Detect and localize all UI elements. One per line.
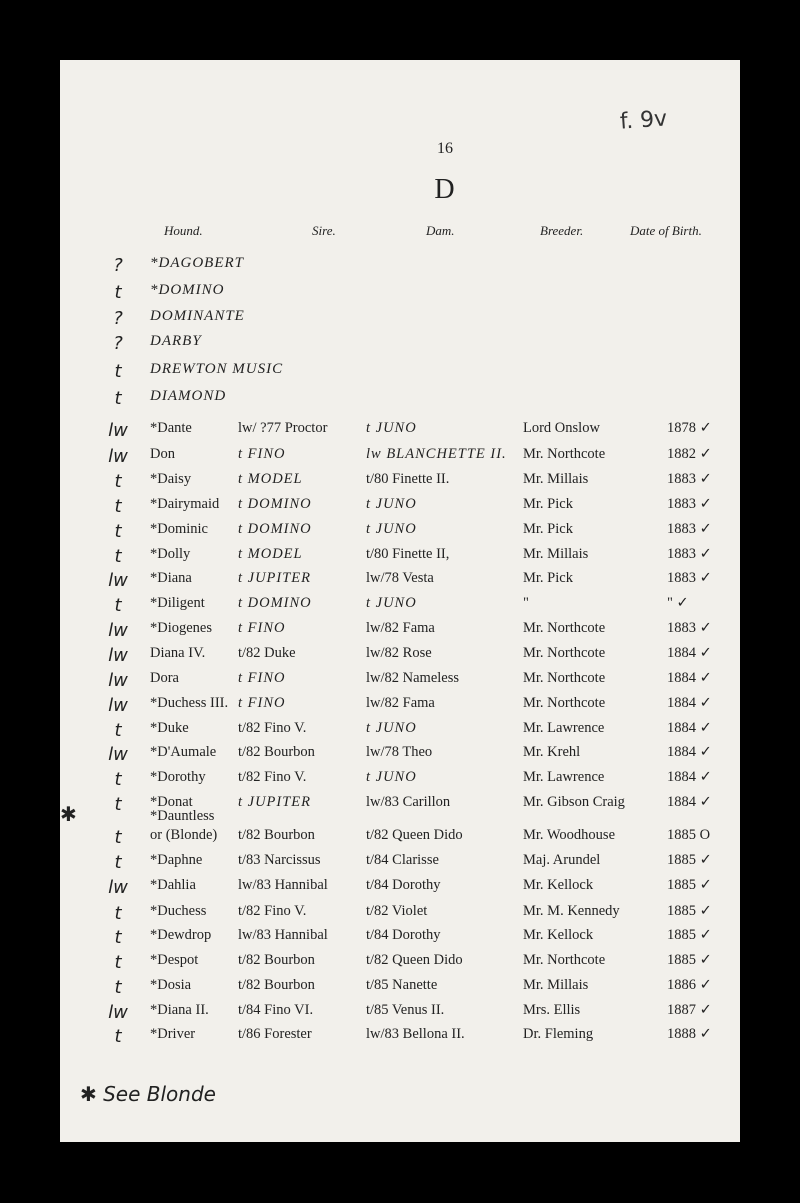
cell-sire: t/82 Bourbon [238, 952, 315, 968]
cell-sire: t MODEL [238, 471, 303, 487]
cell-mark: lw [108, 645, 128, 666]
cell-dob: 1884 ✓ [667, 794, 712, 810]
cell-sire: t/82 Fino V. [238, 769, 307, 785]
cell-sire: t/82 Bourbon [238, 827, 315, 843]
cell-dob: 1883 ✓ [667, 471, 712, 487]
table-row [60, 388, 740, 412]
cell-sire: t/82 Fino V. [238, 720, 307, 736]
cell-dob: 1883 ✓ [667, 620, 712, 636]
cell-dam: t/85 Venus II. [366, 1002, 445, 1018]
cell-hound: *D'Aumale [150, 744, 217, 760]
cell-sire: t/82 Duke [238, 645, 296, 661]
cell-sire: t FINO [238, 695, 286, 711]
cell-hound: *Dahlia [150, 877, 196, 893]
table-row [60, 1002, 740, 1026]
cell-dob: " ✓ [667, 595, 689, 611]
table-row [60, 282, 740, 306]
cell-breeder: Mr. Pick [523, 496, 573, 512]
cell-dob: 1885 ✓ [667, 927, 712, 943]
cell-breeder: Mr. Northcote [523, 952, 606, 968]
cell-dam: t/84 Dorothy [366, 877, 441, 893]
cell-breeder: Mr. Gibson Craig [523, 794, 625, 810]
cell-sire: t JUPITER [238, 794, 312, 810]
table-row [60, 521, 740, 545]
cell-dam: lw/82 Rose [366, 645, 432, 661]
cell-breeder: Mr. Kellock [523, 927, 594, 943]
cell-dob: 1884 ✓ [667, 769, 712, 785]
table-row [60, 645, 740, 669]
cell-mark: t [114, 1026, 122, 1047]
table-row [60, 496, 740, 520]
cell-dam: lw/82 Nameless [366, 670, 460, 686]
table-row [60, 361, 740, 385]
cell-breeder: Mr. Pick [523, 521, 573, 537]
document-page [60, 60, 740, 1142]
cell-mark: t [114, 977, 122, 998]
cell-hound: *Donat [150, 794, 193, 810]
cell-dob: 1888 ✓ [667, 1026, 712, 1042]
cell-hound: DIAMOND [150, 388, 227, 404]
cell-breeder: Mr. Woodhouse [523, 827, 616, 843]
cell-mark: lw [108, 570, 128, 591]
cell-dob: 1883 ✓ [667, 546, 712, 562]
cell-dob: 1878 ✓ [667, 420, 712, 436]
column-header-dob: Date of Birth. [630, 223, 702, 238]
cell-dob: 1884 ✓ [667, 720, 712, 736]
cell-mark: lw [108, 620, 128, 641]
cell-dam: lw/78 Vesta [366, 570, 434, 586]
cell-sire: t/82 Bourbon [238, 977, 315, 993]
cell-hound: Don [150, 446, 175, 462]
cell-breeder: Mr. Millais [523, 471, 589, 487]
table-row [60, 827, 740, 851]
cell-dam: lw/82 Fama [366, 695, 435, 711]
cell-breeder: Mr. Northcote [523, 620, 606, 636]
cell-mark: t [114, 927, 122, 948]
cell-breeder: Mr. Millais [523, 546, 589, 562]
cell-sire: t FINO [238, 446, 286, 462]
cell-mark: t [114, 720, 122, 741]
cell-mark: t [114, 903, 122, 924]
cell-hound: DARBY [150, 333, 202, 349]
cell-dam: lw/78 Theo [366, 744, 433, 760]
cell-hound: *Diana [150, 570, 192, 586]
cell-dam: t/82 Queen Dido [366, 952, 463, 968]
table-row [60, 769, 740, 793]
cell-dam: t JUNO [366, 521, 417, 537]
table-row [60, 927, 740, 951]
cell-mark: t [114, 827, 122, 848]
cell-hound: *Dosia [150, 977, 192, 993]
cell-mark: lw [108, 744, 128, 765]
table-row [60, 744, 740, 768]
cell-dam: t JUNO [366, 420, 417, 436]
cell-sire: t/82 Bourbon [238, 744, 315, 760]
section-letter: D [434, 174, 456, 205]
cell-mark: lw [108, 420, 128, 441]
cell-mark: lw [108, 670, 128, 691]
cell-mark: lw [108, 446, 128, 467]
cell-dob: 1887 ✓ [667, 1002, 712, 1018]
cell-hound: *Daisy [150, 471, 192, 487]
cell-mark: lw [108, 877, 128, 898]
cell-hound: *Despot [150, 952, 199, 968]
cell-dob: 1884 ✓ [667, 744, 712, 760]
table-row [60, 471, 740, 495]
cell-breeder: Mr. M. Kennedy [523, 903, 620, 919]
cell-sire: t DOMINO [238, 496, 312, 512]
table-row [60, 333, 740, 357]
table-row [60, 255, 740, 279]
cell-dam: t/82 Queen Dido [366, 827, 463, 843]
column-header-sire: Sire. [312, 223, 336, 238]
cell-breeder: Mr. Pick [523, 570, 573, 586]
cell-mark: ? [113, 255, 123, 276]
cell-sire: lw/83 Hannibal [238, 927, 328, 943]
cell-dob: 1883 ✓ [667, 521, 712, 537]
table-row [60, 903, 740, 927]
cell-hound: *Dominic [150, 521, 208, 537]
cell-hound: *Daphne [150, 852, 203, 868]
cell-hound: *Duchess [150, 903, 207, 919]
cell-breeder: Mrs. Ellis [523, 1002, 581, 1018]
table-row [60, 446, 740, 470]
cell-hound: DOMINANTE [150, 308, 245, 324]
cell-dam: lw/83 Carillon [366, 794, 451, 810]
cell-dob: 1884 ✓ [667, 645, 712, 661]
cell-sire: t DOMINO [238, 595, 312, 611]
cell-breeder: Lord Onslow [523, 420, 600, 436]
cell-hound: *Dewdrop [150, 927, 212, 943]
cell-hound: *DAGOBERT [150, 255, 244, 271]
cell-hound: *Diana II. [150, 1002, 209, 1018]
cell-dob: 1884 ✓ [667, 695, 712, 711]
cell-hound: *Diogenes [150, 620, 213, 636]
dauntless-prefix: *Dauntless [150, 808, 215, 824]
table-row [60, 695, 740, 719]
table-row [60, 952, 740, 976]
cell-sire: t JUPITER [238, 570, 312, 586]
table-row [60, 977, 740, 1001]
cell-sire: t DOMINO [238, 521, 312, 537]
table-row [60, 570, 740, 594]
cell-breeder: Mr. Northcote [523, 645, 606, 661]
cell-hound: DREWTON MUSIC [150, 361, 284, 377]
star-mark: ✱ [60, 802, 77, 826]
cell-mark: ? [113, 308, 123, 329]
cell-mark: t [114, 361, 122, 382]
cell-mark: t [114, 388, 122, 409]
cell-sire: t FINO [238, 620, 286, 636]
cell-mark: t [114, 496, 122, 517]
cell-hound: *Driver [150, 1026, 196, 1042]
table-row [60, 546, 740, 570]
cell-mark: t [114, 282, 122, 303]
cell-hound: *Dolly [150, 546, 191, 562]
cell-breeder: Mr. Millais [523, 977, 589, 993]
shelfmark: f. 9v [619, 106, 668, 135]
table-row [60, 852, 740, 876]
cell-hound: *Duke [150, 720, 189, 736]
column-header-dam: Dam. [426, 223, 455, 238]
cell-breeder: Mr. Lawrence [523, 769, 605, 785]
cell-mark: lw [108, 695, 128, 716]
page-number: 16 [437, 140, 453, 157]
cell-mark: t [114, 521, 122, 542]
cell-mark: t [114, 595, 122, 616]
cell-dob: 1885 ✓ [667, 852, 712, 868]
cell-breeder: " [523, 595, 529, 611]
column-header-hound: Hound. [164, 223, 203, 238]
table-row [60, 877, 740, 901]
cell-mark: t [114, 852, 122, 873]
cell-sire: t MODEL [238, 546, 303, 562]
cell-dob: 1885 ✓ [667, 952, 712, 968]
cell-sire: lw/ ?77 Proctor [238, 420, 328, 436]
cell-dam: t JUNO [366, 720, 417, 736]
cell-dob: 1885 O [667, 827, 711, 843]
cell-mark: ? [113, 333, 123, 354]
table-row [60, 420, 740, 444]
cell-dob: 1883 ✓ [667, 570, 712, 586]
cell-breeder: Maj. Arundel [523, 852, 601, 868]
cell-dam: lw/83 Bellona II. [366, 1026, 465, 1042]
cell-dam: lw BLANCHETTE II. [366, 446, 507, 462]
cell-hound: *Duchess III. [150, 695, 229, 711]
table-row [60, 720, 740, 744]
cell-dob: 1882 ✓ [667, 446, 712, 462]
cell-breeder: Mr. Northcote [523, 670, 606, 686]
table-row [60, 595, 740, 619]
cell-dam: t/82 Violet [366, 903, 428, 919]
cell-mark: t [114, 546, 122, 567]
table-row [60, 308, 740, 332]
cell-dob: 1885 ✓ [667, 877, 712, 893]
cell-hound: Dora [150, 670, 179, 686]
cell-mark: t [114, 769, 122, 790]
cell-dam: t JUNO [366, 496, 417, 512]
cell-breeder: Mr. Northcote [523, 446, 606, 462]
cell-breeder: Mr. Lawrence [523, 720, 605, 736]
cell-dam: t/84 Clarisse [366, 852, 439, 868]
cell-sire: t/84 Fino VI. [238, 1002, 314, 1018]
footnote: ✱ See Blonde [80, 1082, 216, 1106]
cell-sire: t/86 Forester [238, 1026, 312, 1042]
cell-mark: t [114, 471, 122, 492]
cell-mark: lw [108, 1002, 128, 1023]
cell-mark: t [114, 794, 122, 815]
cell-dam: t JUNO [366, 769, 417, 785]
cell-breeder: Mr. Northcote [523, 695, 606, 711]
cell-dam: t/84 Dorothy [366, 927, 441, 943]
cell-hound: *Dairymaid [150, 496, 220, 512]
cell-breeder: Dr. Fleming [523, 1026, 594, 1042]
cell-dam: t/80 Finette II. [366, 471, 450, 487]
cell-dob: 1886 ✓ [667, 977, 712, 993]
cell-dob: 1883 ✓ [667, 496, 712, 512]
table-row [60, 620, 740, 644]
cell-dam: lw/82 Fama [366, 620, 435, 636]
cell-hound: *Dorothy [150, 769, 206, 785]
cell-sire: t/82 Fino V. [238, 903, 307, 919]
cell-dob: 1885 ✓ [667, 903, 712, 919]
cell-hound: Diana IV. [150, 645, 206, 661]
cell-hound: *DOMINO [150, 282, 225, 298]
table-row [60, 1026, 740, 1050]
cell-dam: t/85 Nanette [366, 977, 438, 993]
cell-breeder: Mr. Kellock [523, 877, 594, 893]
cell-mark: t [114, 952, 122, 973]
cell-dam: t JUNO [366, 595, 417, 611]
cell-dam: t/80 Finette II, [366, 546, 450, 562]
cell-breeder: Mr. Krehl [523, 744, 581, 760]
cell-hound: *Dante [150, 420, 192, 436]
cell-sire: t/83 Narcissus [238, 852, 321, 868]
column-header-breeder: Breeder. [540, 223, 584, 238]
cell-dob: 1884 ✓ [667, 670, 712, 686]
cell-sire: t FINO [238, 670, 286, 686]
table-row [60, 670, 740, 694]
cell-hound: *Diligent [150, 595, 205, 611]
cell-sire: lw/83 Hannibal [238, 877, 328, 893]
cell-hound: or (Blonde) [150, 827, 218, 843]
